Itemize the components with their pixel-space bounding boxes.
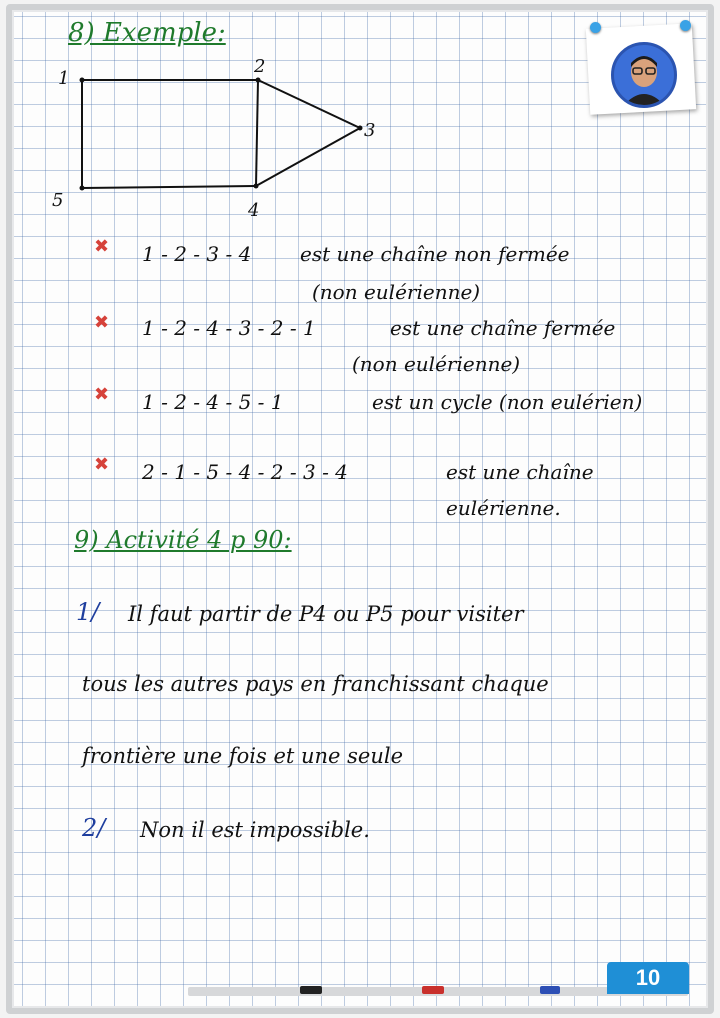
vertex-label-3: 3 bbox=[364, 120, 376, 141]
bullet-3-path: 1 - 2 - 4 - 5 - 1 bbox=[142, 390, 284, 414]
bullet-4-path: 2 - 1 - 5 - 4 - 2 - 3 - 4 bbox=[142, 460, 348, 484]
pushpin-icon: ✖ bbox=[94, 312, 110, 333]
bullet-2-note: (non eulérienne) bbox=[352, 352, 521, 376]
marker-icon bbox=[422, 986, 444, 994]
bullet-1-text: est une chaîne non fermée bbox=[300, 242, 570, 266]
bullet-1-note: (non eulérienne) bbox=[312, 280, 481, 304]
marker-icon bbox=[300, 986, 322, 994]
answer-1-number: 1/ bbox=[76, 598, 100, 626]
pushpin-icon: ✖ bbox=[94, 454, 110, 475]
pushpin-icon: ✖ bbox=[94, 384, 110, 405]
bullet-4-text: est une chaîne bbox=[446, 460, 594, 484]
bullet-3-text: est un cycle (non eulérien) bbox=[372, 390, 643, 414]
answer-1-line-2: tous les autres pays en franchissant chaque bbox=[82, 672, 549, 696]
bullet-1-path: 1 - 2 - 3 - 4 bbox=[142, 242, 252, 266]
answer-1-line-1: Il faut partir de P4 ou P5 pour visiter bbox=[128, 602, 524, 626]
bullet-4-note: eulérienne. bbox=[446, 496, 561, 520]
graph-diagram bbox=[0, 0, 720, 240]
marker-icon bbox=[540, 986, 560, 994]
answer-1-line-3: frontière une fois et une seule bbox=[82, 744, 404, 768]
page-number-badge: 10 bbox=[607, 962, 689, 994]
pushpin-icon: ✖ bbox=[94, 236, 110, 257]
answer-2-text: Non il est impossible. bbox=[140, 818, 370, 842]
vertex-label-2: 2 bbox=[254, 56, 266, 77]
bullet-2-path: 1 - 2 - 4 - 3 - 2 - 1 bbox=[142, 316, 316, 340]
vertex-label-4: 4 bbox=[248, 200, 260, 221]
section-9-title: 9) Activité 4 p 90: bbox=[74, 526, 292, 554]
vertex-label-1: 1 bbox=[58, 68, 70, 89]
vertex-label-5: 5 bbox=[52, 190, 64, 211]
answer-2-number: 2/ bbox=[82, 814, 106, 842]
section-8-title: 8) Exemple: bbox=[68, 18, 226, 48]
bullet-2-text: est une chaîne fermée bbox=[390, 316, 616, 340]
